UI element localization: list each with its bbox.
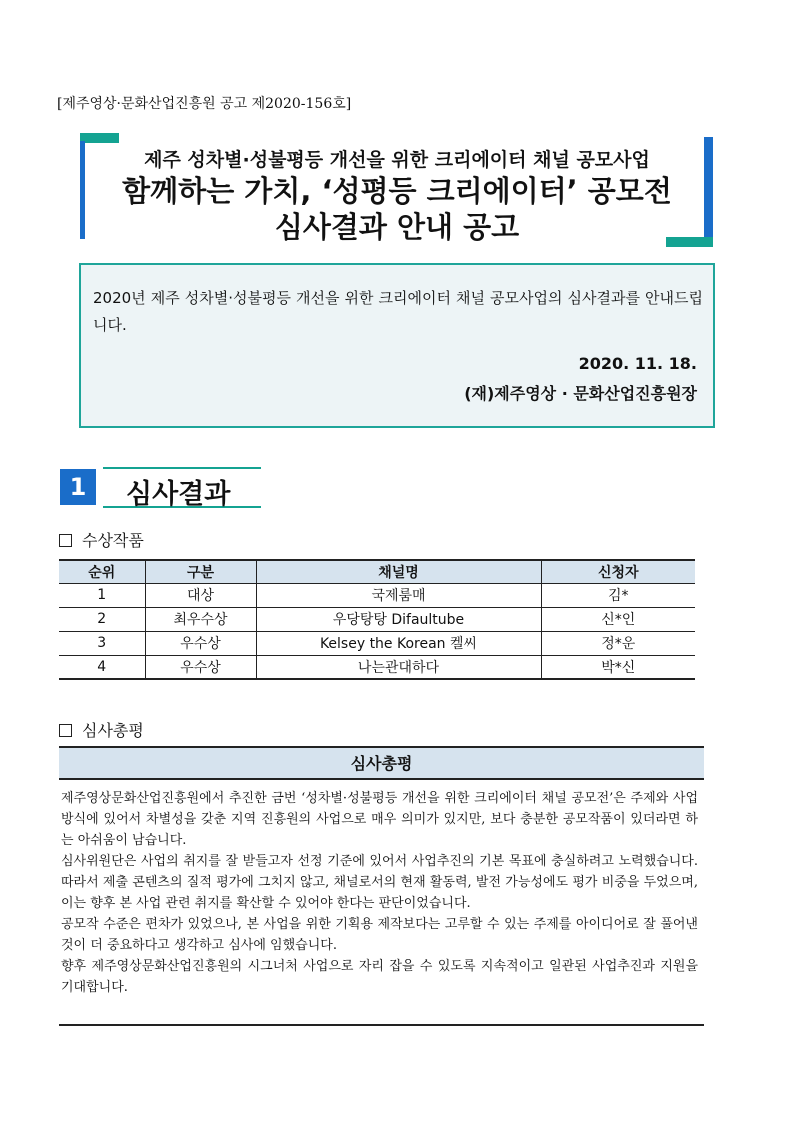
applicant-cell: 정*운: [541, 631, 695, 655]
title-block: [80, 133, 714, 247]
review-paragraph: 심사위원단은 사업의 취지를 잘 받들고자 선정 기준에 있어서 사업추진의 기본 목표에 충실하려고 노력했습니다. 따라서 제출 콘텐츠의 질적 평가에 그치지 않고, 채널로서의 현재 활동력, 발전 가능성에도 평가 비중을 두었으며, 이는 향후 본 사업 관련 취지를 확산할 수 있어야 한다는 판단이었습니다.: [61, 854, 698, 911]
intro-organization: (재)제주영상 · 문화산업진흥원장: [464, 384, 697, 403]
section-title: 심사결과: [126, 479, 231, 510]
awards-table: [59, 559, 695, 680]
review-table: [59, 746, 704, 1027]
notice-number: [제주영상·문화산업진흥원 공고 제2020-156호]: [57, 96, 352, 112]
applicant-cell: 박*신: [541, 655, 695, 679]
section-number: 1: [60, 469, 96, 505]
title-accent-top: [80, 133, 119, 143]
column-header: 신청자: [541, 560, 695, 583]
table-row: [59, 655, 695, 679]
review-paragraph: 제주영상문화산업진흥원에서 추진한 금번 ‘성차별·성불평등 개선을 위한 크리에이터 채널 공모전’은 주제와 사업방식에 있어서 차별성을 갖춘 지역 진흥원의 사업으로 매우 의미가 있지만, 보다 충분한 공모작품이 있더라면 하는 아쉬움이 남습니다.: [61, 791, 698, 848]
applicant-cell: 김*: [541, 583, 695, 607]
channel-cell: Kelsey the Korean 켈씨: [256, 631, 541, 655]
awards-subheading-label: 수상작품: [82, 531, 144, 550]
checkbox-square-icon: [59, 534, 72, 547]
rank-cell: 3: [59, 631, 145, 655]
checkbox-square-icon: [59, 724, 72, 737]
applicant-cell: 신*인: [541, 607, 695, 631]
review-body: [59, 788, 704, 1026]
channel-cell: 국제룸매: [256, 583, 541, 607]
review-table-title: 심사총평: [59, 746, 704, 780]
review-paragraph: 향후 제주영상문화산업진흥원의 시그너처 사업으로 자리 잡을 수 있도록 지속적이고 일관된 사업추진과 지원을 기대합니다.: [61, 959, 698, 995]
review-paragraph: 공모작 수준은 편차가 있었으나, 본 사업을 위한 기획용 제작보다는 고루할 수 있는 주제를 아이디어로 잘 풀어낸 것이 더 중요하다고 생각하고 심사에 임했습니다.: [61, 917, 698, 953]
category-cell: 대상: [145, 583, 256, 607]
section-title-frame: [103, 467, 261, 508]
table-row: [59, 607, 695, 631]
rank-cell: 4: [59, 655, 145, 679]
awards-subheading: [59, 528, 144, 551]
table-row: [59, 631, 695, 655]
category-cell: 최우수상: [145, 607, 256, 631]
review-subheading-label: 심사총평: [82, 721, 144, 740]
column-header: 순위: [59, 560, 145, 583]
column-header: 구분: [145, 560, 256, 583]
title-line-1: 제주 성차별·성불평등 개선을 위한 크리에이터 채널 공모사업: [144, 149, 650, 171]
table-row: [59, 583, 695, 607]
rank-cell: 1: [59, 583, 145, 607]
intro-text: 2020년 제주 성차별·성불평등 개선을 위한 크리에이터 채널 공모사업의 심사결과를 안내드립니다.: [93, 289, 703, 334]
intro-date: 2020. 11. 18.: [578, 354, 697, 373]
channel-cell: 나는관대하다: [256, 655, 541, 679]
category-cell: 우수상: [145, 631, 256, 655]
category-cell: 우수상: [145, 655, 256, 679]
rank-cell: 2: [59, 607, 145, 631]
channel-cell: 우당탕탕 Difaultube: [256, 607, 541, 631]
review-subheading: [59, 718, 144, 741]
intro-box: [79, 263, 715, 428]
title-line-2: 함께하는 가치, ‘성평등 크리에이터’ 공모전: [122, 174, 672, 208]
title-line-3: 심사결과 안내 공고: [274, 210, 520, 244]
column-header: 채널명: [256, 560, 541, 583]
table-header-row: [59, 560, 695, 583]
